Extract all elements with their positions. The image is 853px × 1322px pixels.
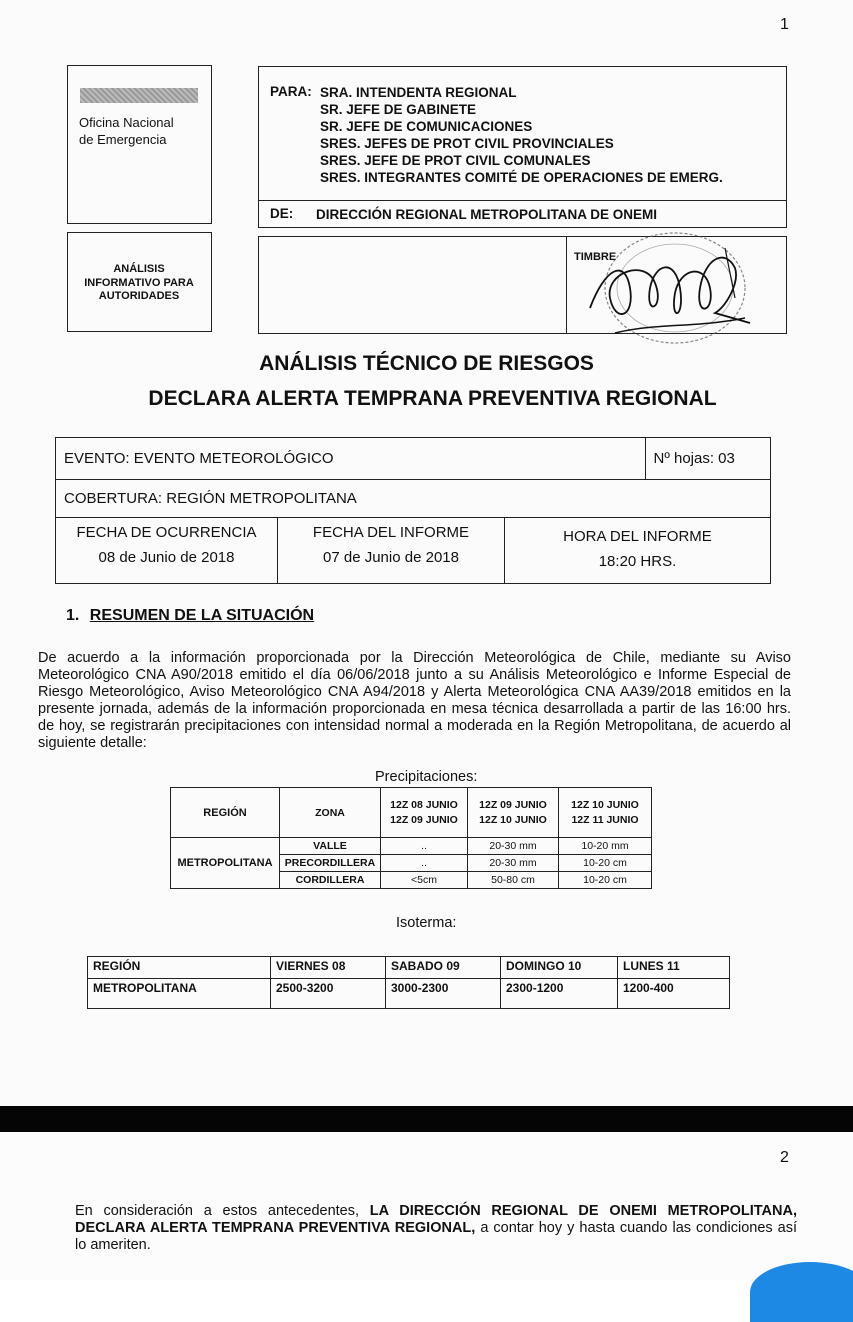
sender: DIRECCIÓN REGIONAL METROPOLITANA DE ONEMI xyxy=(316,207,658,222)
fecha-ocurrencia-label: FECHA DE OCURRENCIA xyxy=(76,524,257,541)
recipient: SRES. INTEGRANTES COMITÉ DE OPERACIONES DE EMERG. xyxy=(320,170,723,185)
iso-header: DOMINGO 10 xyxy=(501,957,618,979)
fecha-ocurrencia-cell xyxy=(56,518,278,584)
declaration-post: a contar hoy y hasta cuando las condiciones así lo ameriten. xyxy=(75,1220,797,1253)
fecha-informe-label: FECHA DEL INFORME xyxy=(312,524,470,541)
iso-header: LUNES 11 xyxy=(618,957,730,979)
declaration-bold: LA DIRECCIÓN REGIONAL DE ONEMI METROPOLITANA, DECLARA ALERTA TEMPRANA PREVENTIVA REGIONAL, xyxy=(75,1203,798,1236)
iso-cell: 1200-400 xyxy=(618,979,730,1009)
precip-cell: VALLE xyxy=(280,838,381,855)
office-name: Oficina Nacional de Emergencia xyxy=(79,115,174,147)
precip-cell: .. xyxy=(381,855,468,872)
page-divider xyxy=(0,1106,853,1132)
signature-stamp xyxy=(575,228,765,353)
precip-cell: 20-30 mm xyxy=(468,838,559,855)
precip-cell: CORDILLERA xyxy=(280,872,381,889)
precip-cell: 10-20 cm xyxy=(559,855,652,872)
section-heading xyxy=(66,607,314,625)
iso-header: REGIÓN xyxy=(88,957,271,979)
precip-header: ZONA xyxy=(280,788,381,838)
fecha-ocurrencia-value: 08 de Junio de 2018 xyxy=(98,549,235,566)
evento-cell: EVENTO: EVENTO METEOROLÓGICO xyxy=(56,438,505,480)
redacted-logo xyxy=(80,88,198,103)
precip-region: METROPOLITANA xyxy=(171,838,280,889)
iso-cell: 2300-1200 xyxy=(501,979,618,1009)
precip-cell: 20-30 mm xyxy=(468,855,559,872)
de-label: DE: xyxy=(270,206,294,221)
hora-informe-label: HORA DEL INFORME xyxy=(563,528,712,545)
recipient: SRES. JEFES DE PROT CIVIL PROVINCIALES xyxy=(320,136,614,151)
fecha-informe-value: 07 de Junio de 2018 xyxy=(323,549,459,566)
recipient: SR. JEFE DE GABINETE xyxy=(320,102,477,117)
precipitation-table xyxy=(170,787,652,889)
event-table xyxy=(55,437,771,584)
iso-cell: METROPOLITANA xyxy=(88,979,271,1009)
isoterma-table xyxy=(87,956,730,1009)
section-title: RESUMEN DE LA SITUACIÓN xyxy=(89,607,315,624)
para-label: PARA: xyxy=(270,84,312,99)
declaration-pre: En consideración a estos antecedentes, xyxy=(75,1203,370,1219)
hojas-cell: Nº hojas: 03 xyxy=(645,438,771,479)
precip-cell: 10-20 mm xyxy=(559,838,652,855)
floating-action-button[interactable] xyxy=(750,1262,853,1322)
iso-header: SABADO 09 xyxy=(386,957,501,979)
iso-cell: 2500-3200 xyxy=(271,979,386,1009)
section-number: 1. xyxy=(66,607,80,624)
recipient: SR. JEFE DE COMUNICACIONES xyxy=(320,119,533,134)
precip-cell: 50-80 cm xyxy=(468,872,559,889)
precip-header: REGIÓN xyxy=(171,788,280,838)
timbre-label: TIMBRE xyxy=(574,251,617,263)
situation-paragraph: De acuerdo a la información proporcionada por la Dirección Meteorológica de Chile, mediante su Aviso Meteorológico CNA A90/2018 emitido el día 06/06/2018 junto a su Análisis Meteorológico e Informe Especial de Riesgo Meteorológico, Aviso Meteorológico CNA A94/2018 y Alerta Meteorológica CNA AA39/2018 emitidos en la presente jornada, además de la información proporcionada en mesa técnica desarrollada a partir de las 16:00 hrs. de hoy, se registrarán precipitaciones con intensidad normal a moderada en la Región Metropolitana, de acuerdo al siguiente detalle: xyxy=(38,650,791,751)
precip-cell: PRECORDILLERA xyxy=(280,855,381,872)
fecha-informe-cell xyxy=(278,518,505,584)
iso-header: VIERNES 08 xyxy=(271,957,386,979)
iso-cell: 3000-2300 xyxy=(386,979,501,1009)
page-title: ANÁLISIS TÉCNICO DE RIESGOS xyxy=(259,352,594,375)
cobertura-cell: COBERTURA: REGIÓN METROPOLITANA xyxy=(56,480,771,518)
precip-header: 12Z 10 JUNIO 12Z 11 JUNIO xyxy=(559,788,652,838)
precip-cell: <5cm xyxy=(381,872,468,889)
precip-cell: 10-20 cm xyxy=(559,872,652,889)
precip-cell: .. xyxy=(381,838,468,855)
declaration-paragraph xyxy=(75,1203,797,1254)
page-subtitle: DECLARA ALERTA TEMPRANA PREVENTIVA REGIONAL xyxy=(148,387,717,410)
hora-informe-value: 18:20 HRS. xyxy=(598,553,677,570)
recipient: SRA. INTENDENTA REGIONAL xyxy=(320,85,517,100)
recipient: SRES. JEFE DE PROT CIVIL COMUNALES xyxy=(320,153,591,168)
precip-header: 12Z 08 JUNIO 12Z 09 JUNIO xyxy=(381,788,468,838)
doc-type: ANÁLISIS INFORMATIVO PARA AUTORIDADES xyxy=(84,263,194,302)
hora-informe-cell xyxy=(505,518,771,584)
page-number: 1 xyxy=(780,16,789,33)
iso-caption: Isoterma: xyxy=(396,915,457,931)
precip-caption: Precipitaciones: xyxy=(375,769,478,785)
page-number: 2 xyxy=(780,1149,789,1166)
precip-header: 12Z 09 JUNIO 12Z 10 JUNIO xyxy=(468,788,559,838)
